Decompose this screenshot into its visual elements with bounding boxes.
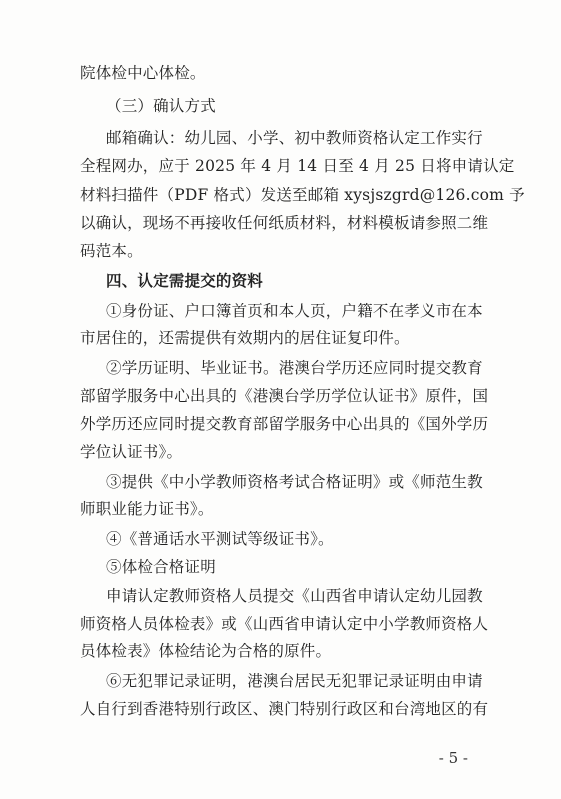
text-line: 申请认定教师资格人员提交《山西省申请认定幼儿园教 [106, 587, 483, 605]
text-line: 材料扫描件（PDF 格式）发送至邮箱 xysjszgrd@126.com 予 [80, 186, 525, 204]
text-line: 邮箱确认：幼儿园、小学、初中教师资格认定工作实行 [106, 129, 483, 147]
text-line: 学位认证书》。 [80, 443, 183, 461]
text-line: 师职业能力证书》。 [80, 500, 214, 518]
page-number: - 5 - [438, 749, 468, 767]
text-line: 市居住的，还需提供有效期内的居住证复印件。 [80, 329, 410, 347]
text-line: ②学历证明、毕业证书。港澳台学历还应同时提交教育 [106, 359, 483, 377]
section-heading: 四、认定需提交的资料 [106, 271, 264, 290]
text-line: 人自行到香港特别行政区、澳门特别行政区和台湾地区的有 [80, 700, 489, 718]
text-line: ④《普通话水平测试等级证书》。 [106, 530, 334, 548]
text-line: ⑥无犯罪记录证明，港澳台居民无犯罪记录证明由申请 [106, 672, 483, 690]
section-heading: （三）确认方式 [106, 97, 216, 115]
text-line: 全程网办，应于 2025 年 4 月 14 日至 4 月 25 日将申请认定 [80, 157, 515, 175]
text-line: 员体检表》体检结论为合格的原件。 [80, 642, 332, 660]
text-line: 院体检中心体检。 [80, 64, 206, 82]
text-line: ①身份证、户口簿首页和本人页，户籍不在孝义市在本 [106, 302, 483, 320]
text-line: 师资格人员体检表》或《山西省申请认定中小学教师资格人 [80, 615, 489, 633]
text-line: ⑤体检合格证明 [106, 558, 216, 576]
text-line: ③提供《中小学教师资格考试合格证明》或《师范生教 [106, 473, 483, 491]
text-line: 外学历还应同时提交教育部留学服务中心出具的《国外学历 [80, 415, 489, 433]
text-line: 部留学服务中心出具的《港澳台学历学位认证书》原件，国 [80, 387, 489, 405]
text-line: 码范本。 [80, 242, 143, 260]
text-line: 以确认，现场不再接收任何纸质材料，材料模板请参照二维 [80, 214, 489, 232]
